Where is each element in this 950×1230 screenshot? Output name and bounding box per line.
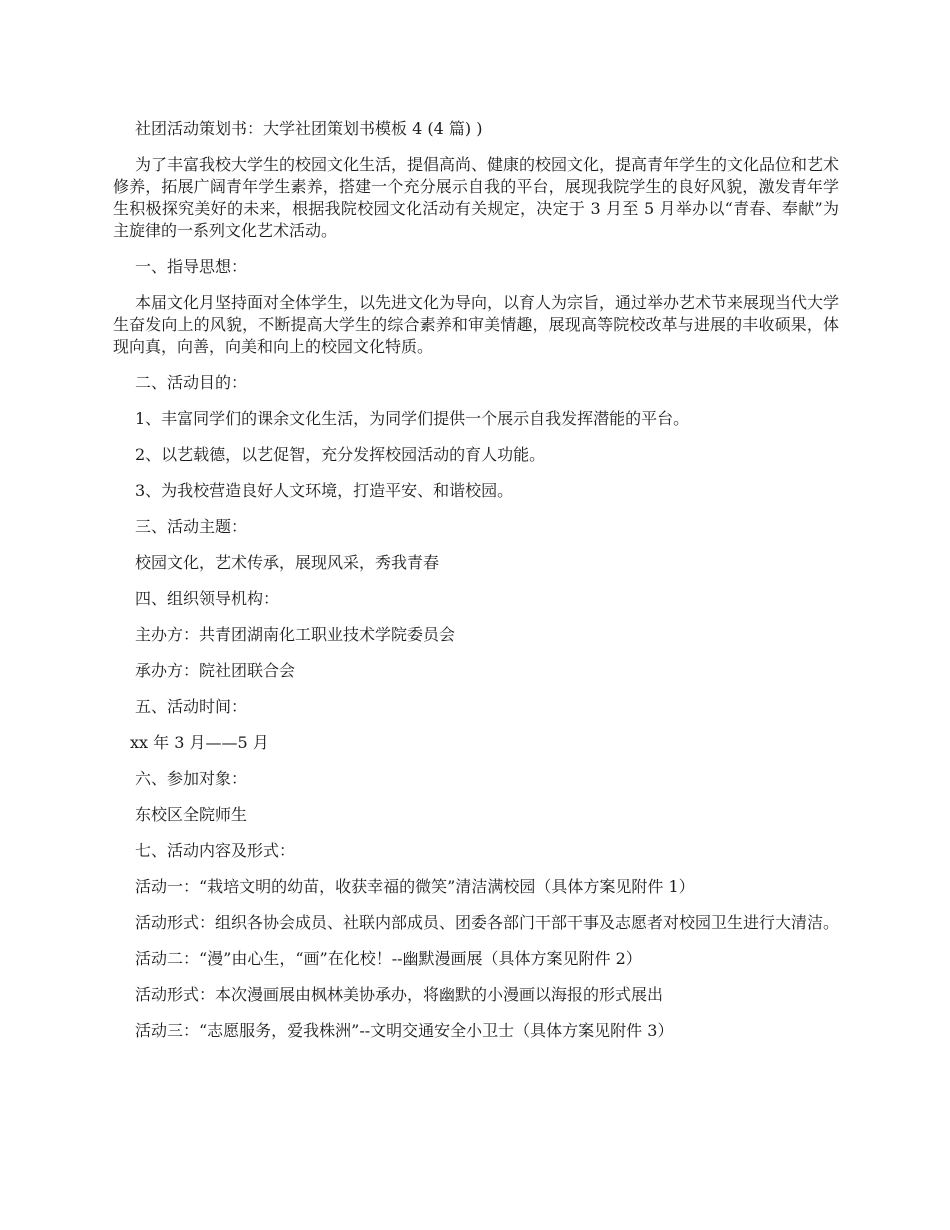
activity-2: 活动二：“漫”由心生，“画”在化校！--幽默漫画展（具体方案见附件 2）	[135, 949, 642, 968]
guiding-ideology-paragraph: 本届文化月坚持面对全体学生，以先进文化为导向，以育人为宗旨，通过举办艺术节来展现当代大学生奋发向上的风貌，不断提高大学生的综合素养和审美情趣，展现高等院校改革与进展的丰收硕果，体现向真，向善，向美和向上的校园文化特质。	[113, 293, 840, 356]
activity-3: 活动三：“志愿服务，爱我株洲”--文明交通安全小卫士（具体方案见附件 3）	[135, 1021, 674, 1040]
section-heading-participants: 六、参加对象：	[135, 769, 248, 788]
participants-text: 东校区全院师生	[135, 805, 248, 824]
section-heading-guiding-ideology: 一、指导思想：	[135, 257, 248, 276]
host-text: 承办方：院社团联合会	[135, 661, 296, 680]
section-heading-time: 五、活动时间：	[135, 697, 248, 716]
time-text: xx 年 3 月——5 月	[130, 733, 269, 752]
purpose-item-1: 1、丰富同学们的课余文化生活，为同学们提供一个展示自我发挥潜能的平台。	[135, 409, 690, 428]
intro-paragraph: 为了丰富我校大学生的校园文化生活，提倡高尚、健康的校园文化，提高青年学生的文化品位和艺术修养，拓展广阔青年学生素养，搭建一个充分展示自我的平台，展现我院学生的良好风貌，激发青年学生积极探究美好的未来，根据我院校园文化活动有关规定，决定于 3 月至 5 月举办以“青春、奉献”为主旋律的一系列文化艺术活动。	[113, 155, 840, 240]
section-heading-theme: 三、活动主题：	[135, 517, 248, 536]
activity-2-form: 活动形式：本次漫画展由枫林美协承办，将幽默的小漫画以海报的形式展出	[135, 985, 664, 1004]
document-title: 社团活动策划书：大学社团策划书模板 4 (4 篇) )	[135, 119, 483, 138]
section-heading-purpose: 二、活动目的：	[135, 373, 248, 392]
activity-1-form: 活动形式：组织各协会成员、社联内部成员、团委各部门干部干事及志愿者对校园卫生进行大清洁。	[135, 913, 840, 932]
purpose-item-3: 3、为我校营造良好人文环境，打造平安、和谐校园。	[135, 481, 514, 500]
purpose-item-2: 2、以艺载德，以艺促智，充分发挥校园活动的育人功能。	[135, 445, 546, 464]
organizer-text: 主办方：共青团湖南化工职业技术学院委员会	[135, 625, 456, 644]
activity-1: 活动一：“栽培文明的幼苗，收获幸福的微笑”清洁满校园（具体方案见附件 1）	[135, 877, 695, 896]
document-body	[113, 118, 839, 1056]
section-heading-organization: 四、组织领导机构：	[135, 589, 280, 608]
section-heading-activities: 七、活动内容及形式：	[135, 841, 296, 860]
theme-text: 校园文化，艺术传承，展现风采，秀我青春	[135, 553, 440, 572]
